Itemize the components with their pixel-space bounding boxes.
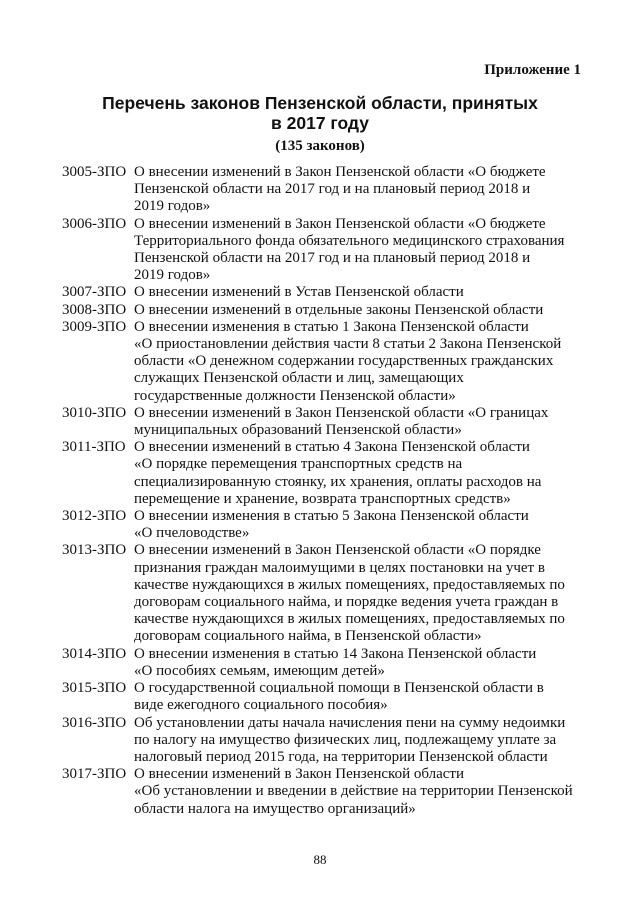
law-number: 3011-ЗПО [62,439,126,456]
law-item [62,284,582,301]
law-count: (135 законов) [275,138,365,154]
law-title-line: по налогу на имущество физических лиц, подлежащему уплате за [134,731,557,748]
law-item [62,439,582,508]
law-item [62,405,582,439]
law-item [62,542,582,645]
law-title-line: договорам социального найма, в Пензенской области» [134,628,482,645]
law-title [134,542,582,645]
law-title-line: 2019 годов» [134,198,211,215]
law-title [134,319,582,405]
law-title-line: виде ежегодного социального пособия» [134,697,388,714]
law-title-line: муниципальных образований Пензенской области» [134,422,462,439]
law-title [134,715,582,767]
law-title-line: перемещение и хранение, возврата транспортных средств» [134,490,511,507]
law-list [62,164,582,818]
law-title-line: О внесении изменений в отдельные законы Пензенской области [134,301,544,318]
law-title-line: О внесении изменений в Закон Пензенской области «О границах [134,404,549,421]
law-title-line: договорам социального найма, и порядке ведения учета граждан в [134,594,559,611]
page-number: 88 [313,852,327,867]
law-number: 3016-ЗПО [62,714,127,731]
law-title-line: государственные должности Пензенской области» [134,387,456,404]
law-title-line: признания граждан малоимущими в целях постановки на учет в [134,559,545,576]
law-title-line: О внесении изменения в статью 14 Закона Пензенской области [134,645,537,662]
law-title-line: 2019 годов» [134,267,211,284]
law-title [134,766,582,818]
law-title-line: Пензенской области на 2017 год и на плановый период 2018 и [134,181,531,198]
law-number: 3015-ЗПО [62,680,127,697]
law-title-line: области «О денежном содержании государственных гражданских [134,353,554,370]
law-item [62,680,582,714]
law-title-line: налоговый период 2015 года, на территории Пензенской области [134,748,548,765]
law-number: 3010-ЗПО [62,404,127,421]
law-title-line: специализированную стоянку, их хранения, оплаты расходов на [134,473,542,490]
law-title [134,508,582,542]
law-title-line: О внесении изменений в Закон Пензенской области [134,766,464,783]
law-item [62,319,582,405]
law-title-line: Пензенской области на 2017 год и на плановый период 2018 и [134,250,531,267]
law-title [134,439,582,508]
law-number: 3009-ЗПО [62,318,127,335]
law-title-line: служащих Пензенской области и лиц, замещающих [134,370,464,387]
law-number: 3007-ЗПО [62,284,127,301]
law-item [62,766,582,818]
law-title-line: О внесении изменения в статью 5 Закона Пензенской области [134,508,529,525]
law-number: 3017-ЗПО [62,766,127,783]
law-item [62,164,582,216]
law-title [134,216,582,285]
law-title-line: Территориального фонда обязательного медицинского страхования [134,232,565,249]
law-title-line: «О пчеловодстве» [134,525,250,542]
law-title-line: О внесении изменений в статью 4 Закона Пензенской области [134,439,530,456]
law-title [134,284,582,301]
law-title-line: качестве нуждающихся в жилых помещениях, предоставляемых по [134,576,565,593]
law-title [134,646,582,680]
document-title [0,93,640,133]
law-title-line: качестве нуждающихся в жилых помещениях, предоставляемых по [134,611,565,628]
law-number: 3013-ЗПО [62,542,127,559]
law-item [62,216,582,285]
law-title-line: О государственной социальной помощи в Пензенской области в [134,680,544,697]
title-line: в 2017 году [271,113,369,133]
appendix-label: Приложение 1 [484,62,581,78]
law-number: 3014-ЗПО [62,645,127,662]
law-item [62,715,582,767]
law-title-line: области налога на имущество организаций» [134,800,416,817]
law-title [134,405,582,439]
law-number: 3012-ЗПО [62,508,127,525]
law-title-line: О внесении изменений в Закон Пензенской области «О бюджете [134,164,546,180]
law-item [62,508,582,542]
law-title [134,680,582,714]
law-title [134,302,582,319]
law-title-line: «О порядке перемещения транспортных средств на [134,456,463,473]
law-title-line: Об установлении даты начала начисления пени на сумму недоимки [134,714,566,731]
law-title [134,164,582,216]
law-number: 3008-ЗПО [62,301,127,318]
law-title-line: О внесении изменений в Устав Пензенской области [134,284,464,301]
law-item [62,646,582,680]
law-number: 3005-ЗПО [62,164,127,180]
law-title-line: «О приостановлении действия части 8 статьи 2 Закона Пензенской [134,336,562,353]
law-item [62,302,582,319]
law-title-line: О внесении изменений в Закон Пензенской области «О порядке [134,542,541,559]
law-number: 3006-ЗПО [62,215,127,232]
law-title-line: О внесении изменений в Закон Пензенской области «О бюджете [134,215,546,232]
law-title-line: «О пособиях семьям, имеющим детей» [134,662,385,679]
title-line: Перечень законов Пензенской области, принятых [102,93,538,113]
law-title-line: О внесении изменения в статью 1 Закона Пензенской области [134,318,529,335]
law-title-line: «Об установлении и введении в действие на территории Пензенской [134,783,573,800]
